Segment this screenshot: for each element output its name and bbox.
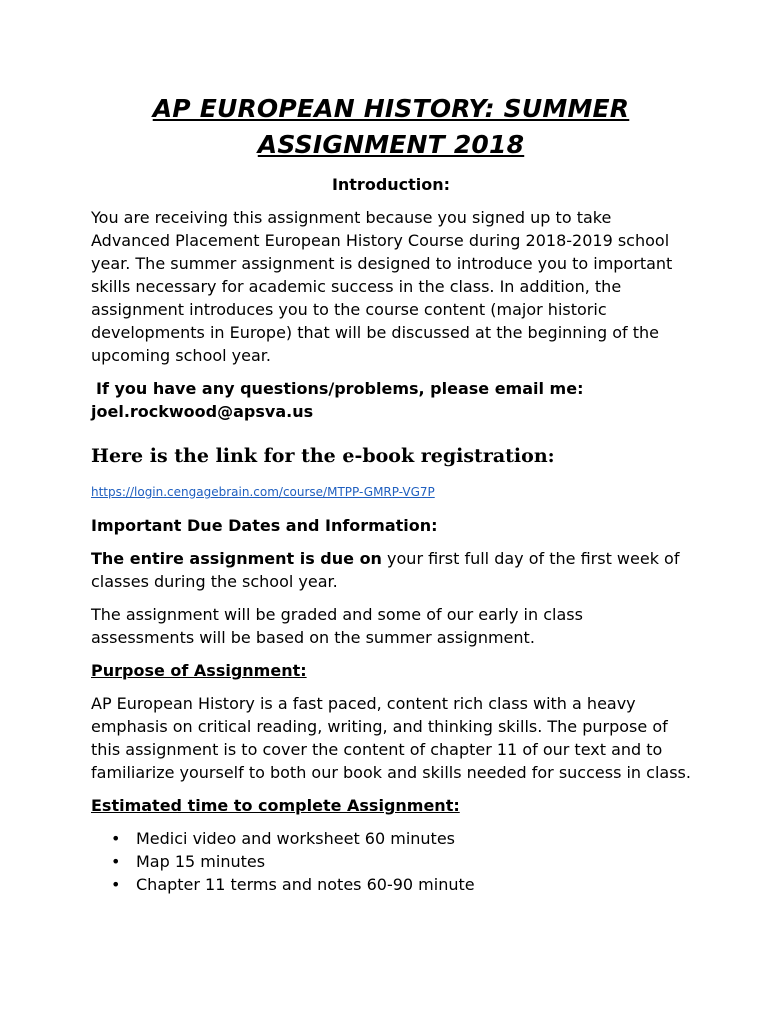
document-page [91, 91, 691, 896]
title-line-1: AP EUROPEAN HISTORY: SUMMER [152, 94, 630, 123]
time-list [91, 827, 691, 896]
list-item-text: Chapter 11 terms and notes 60-90 minute [136, 875, 475, 894]
bullet-icon: • [111, 852, 121, 871]
purpose-paragraph: AP European History is a fast paced, content rich class with a heavy emphasis on critical reading, writing, and thinking skills. The purpose of this assignment is to cover the content of chapter 11 of our text and to familiarize yourself to both our book and skills needed for success in class. [91, 694, 691, 782]
ebook-heading: Here is the link for the e-book registration: [91, 445, 555, 467]
introduction-heading: Introduction: [331, 175, 451, 194]
title-line-2: ASSIGNMENT 2018 [257, 130, 525, 159]
list-item [111, 850, 691, 873]
contact-line: If you have any questions/problems, please email me: [96, 379, 584, 398]
due-dates-heading: Important Due Dates and Information: [91, 516, 438, 535]
list-item [111, 873, 691, 896]
list-item-text: Map 15 minutes [136, 852, 266, 871]
introduction-paragraph: You are receiving this assignment because you signed up to take Advanced Placement European History Course during 2018-2019 school year. The summer assignment is designed to introduce you to important skills necessary for academic success in the class. In addition, the assignment introduces you to the course content (major historic developments in Europe) that will be discussed at the beginning of the upcoming school year. [91, 208, 673, 365]
bullet-icon: • [111, 875, 121, 894]
contact-email[interactable]: joel.rockwood@apsva.us [91, 402, 314, 421]
bullet-icon: • [111, 829, 121, 848]
list-item-text: Medici video and worksheet 60 minutes [136, 829, 456, 848]
document-title [91, 91, 691, 163]
graded-paragraph: The assignment will be graded and some of our early in class assessments will be based on the summer assignment. [91, 605, 583, 647]
contact-block [91, 377, 691, 423]
due-paragraph [91, 547, 691, 593]
list-item [111, 827, 691, 850]
due-rest-text: your first full day of the first week of classes during the school year. [91, 549, 680, 591]
purpose-heading: Purpose of Assignment: [91, 661, 307, 680]
ebook-registration-link[interactable]: https://login.cengagebrain.com/course/MTPP-GMRP-VG7P [91, 485, 435, 499]
due-bold-text: The entire assignment is due on [91, 549, 382, 568]
time-heading: Estimated time to complete Assignment: [91, 796, 460, 815]
